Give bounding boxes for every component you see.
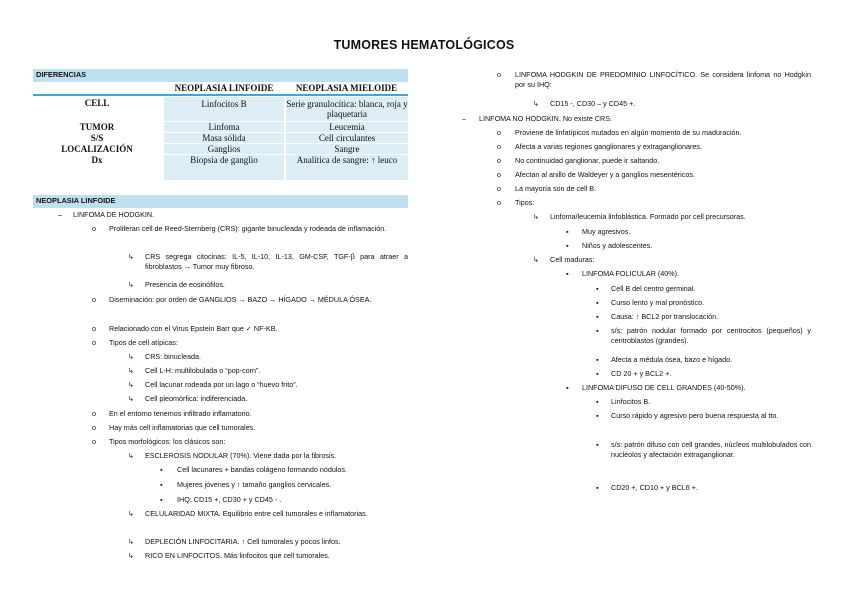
list-item: Diseminación: por orden de GANGLIOS → BAZO → HÍGADO → MÉDULA ÓSEA. — [109, 295, 372, 304]
list-item: Tipos de cell atípicas: — [109, 338, 178, 347]
list-item: IHQ: CD15 +, CD30 + y CD45 - . — [177, 495, 282, 504]
list-item: CELULARIDAD MIXTA. Equilibrio entre cell tumorales e inflamatorias. — [145, 509, 368, 518]
arrow-corner-icon: ↳ — [128, 366, 135, 375]
bullet-circle-icon: o — [92, 224, 96, 233]
bullet-square-icon: ▪ — [566, 227, 569, 236]
non-hodgkin-title: LINFOMA NO HODGKIN. No existe CRS. — [479, 114, 612, 123]
col-header-lymphoid: NEOPLASIA LINFOIDE — [174, 83, 274, 93]
dash-marker: – — [58, 210, 62, 219]
cell-myeloid-cell: Serie granulocítica: blanca, roja y plaquetaria — [286, 99, 408, 119]
list-item: Tipos morfológicos: los clásicos son: — [109, 437, 226, 446]
bullet-square-icon: ▪ — [596, 355, 599, 364]
list-item: Cell B del centro germinal. — [611, 284, 696, 293]
page-title: TUMORES HEMATOLÓGICOS — [333, 38, 515, 52]
bullet-circle-icon: o — [497, 142, 501, 151]
list-item: CD15 -, CD30 – y CD45 +. — [550, 99, 636, 108]
cell-lymphoid-ss: Masa sólida — [164, 133, 284, 143]
arrow-corner-icon: ↳ — [128, 394, 135, 403]
list-item: Afectan al anillo de Waldeyer y a ganglios mesentéricos. — [515, 170, 695, 179]
bullet-square-icon: ▪ — [566, 241, 569, 250]
row-label-dx: Dx — [91, 155, 103, 165]
bullet-circle-icon: o — [92, 338, 96, 347]
list-item: Causa: ↑ BCL2 por translocación. — [611, 312, 719, 321]
list-item: En el entorno tenemos infiltrado inflamatorio. — [109, 409, 252, 418]
bullet-circle-icon: o — [497, 198, 501, 207]
bullet-square-icon: ▪ — [160, 495, 163, 504]
list-item: Cell maduras: — [550, 255, 595, 264]
list-item: s/s: patrón nodular formado por centrocitos (pequeños) y centroblastos (grandes). — [611, 326, 811, 345]
bullet-square-icon: ▪ — [596, 298, 599, 307]
bullet-square-icon: ▪ — [566, 383, 569, 392]
bullet-square-icon: ▪ — [160, 465, 163, 474]
list-item: Mujeres jóvenes y ↑ tamaño ganglios cervicales. — [177, 480, 332, 489]
arrow-corner-icon: ↳ — [128, 509, 135, 518]
bullet-circle-icon: o — [92, 423, 96, 432]
list-item: Curso rápido y agresivo pero buena respuesta al tto. — [611, 411, 779, 420]
list-item: CD 20 + y BCL2 +. — [611, 369, 672, 378]
cell-lymphoid-tumor: Linfoma — [164, 122, 284, 132]
list-item: Cell lacunares + bandas colágeno formando nódulos. — [177, 465, 348, 474]
diff-header: DIFERENCIAS — [33, 69, 408, 82]
cell-lymphoid-dx: Biopsia de ganglio — [164, 155, 284, 180]
list-item: Cell lacunar rodeada por un lago o “huevo frito”. — [145, 380, 298, 389]
arrow-corner-icon: ↳ — [128, 252, 135, 261]
arrow-corner-icon: ↳ — [128, 451, 135, 460]
list-item: Linfocitos B. — [611, 397, 651, 406]
cell-myeloid-dx: Analítica de sangre: ↑ leuco — [286, 155, 408, 180]
arrow-corner-icon: ↳ — [533, 255, 540, 264]
bullet-square-icon: ▪ — [596, 312, 599, 321]
list-item: Tipos: — [515, 198, 535, 207]
row-label-ss: S/S — [90, 133, 104, 143]
bullet-square-icon: ▪ — [596, 369, 599, 378]
section-header-lymphoid: NEOPLASIA LINFOIDE — [33, 195, 408, 208]
list-item: Proviene de linfatípicos mutados en algún momento de su maduración. — [515, 128, 742, 137]
bullet-square-icon: ▪ — [596, 483, 599, 492]
cell-myeloid-tumor: Leucemia — [286, 122, 408, 132]
dash-marker: – — [462, 114, 466, 123]
list-item: LINFOMA HODGKIN DE PREDOMINIO LINFOCÍTICO. Se considera linfoma no Hodgkin por su IHQ: — [515, 70, 811, 89]
cell-myeloid-ss: Cell circulantes — [286, 133, 408, 143]
cell-myeloid-location: Sangre — [286, 144, 408, 154]
bullet-circle-icon: o — [497, 70, 501, 79]
bullet-circle-icon: o — [497, 170, 501, 179]
table-header-rule — [33, 94, 408, 96]
arrow-corner-icon: ↳ — [128, 280, 135, 289]
list-item: No continuidad ganglionar, puede ir saltando. — [515, 156, 660, 165]
list-item: Linfoma/leucemia linfoblástica. Formado por cell precursoras. — [550, 212, 746, 221]
list-item: LINFOMA DIFUSO DE CELL GRANDES (40-50%). — [582, 383, 746, 392]
list-item: Cell L-H: multilobulada o “pop-corn”. — [145, 366, 261, 375]
bullet-square-icon: ▪ — [596, 397, 599, 406]
list-item: Hay más cell inflamatorias que cell tumorales. — [109, 423, 256, 432]
list-item: Muy agresivos. — [582, 227, 631, 236]
list-item: Proliferan cell de Reed-Sternberg (CRS): gigante binucleada y rodeada de inflamación. — [109, 224, 387, 233]
list-item: La mayoría son de cell B. — [515, 184, 597, 193]
list-item: Cell pleomórfica: indiferenciada. — [145, 394, 248, 403]
list-item: Presencia de eosinófilos. — [145, 280, 225, 289]
cell-lymphoid-cell: Linfocitos B — [164, 97, 284, 121]
arrow-corner-icon: ↳ — [533, 99, 540, 108]
bullet-circle-icon: o — [92, 409, 96, 418]
bullet-circle-icon: o — [497, 184, 501, 193]
cell-lymphoid-location: Ganglios — [164, 144, 284, 154]
list-item: ESCLEROSIS NODULAR (70%). Viene dada por la fibrosis. — [145, 451, 337, 460]
col-header-myeloid: NEOPLASIA MIELOIDE — [295, 83, 398, 93]
list-item: RICO EN LINFOCITOS. Más linfocitos que cell tumorales. — [145, 551, 330, 560]
bullet-square-icon: ▪ — [596, 326, 599, 335]
bullet-circle-icon: o — [92, 324, 96, 333]
bullet-circle-icon: o — [92, 437, 96, 446]
arrow-corner-icon: ↳ — [128, 352, 135, 361]
list-item: Niños y adolescentes. — [582, 241, 653, 250]
list-item: s/s: patrón difuso con cell grandes, núcleos multilobulados con nucléolos y afectación extraganglionar. — [611, 440, 811, 459]
bullet-circle-icon: o — [497, 128, 501, 137]
list-item: DEPLECIÓN LINFOCITARIA. ↑ Cell tumorales y pocos linfos. — [145, 537, 341, 546]
list-item: CRS: binucleada. — [145, 352, 201, 361]
row-label-tumor: TUMOR — [79, 122, 115, 132]
bullet-square-icon: ▪ — [596, 284, 599, 293]
arrow-corner-icon: ↳ — [128, 380, 135, 389]
arrow-corner-icon: ↳ — [128, 551, 135, 560]
list-item: CD20 +, CD10 + y BCL6 +. — [611, 483, 698, 492]
list-item: Afecta a varias regiones ganglionares y extraganglionares. — [515, 142, 702, 151]
hodgkin-title: LINFOMA DE HODGKIN. — [73, 210, 155, 219]
row-label-cell: CELL — [84, 98, 110, 108]
row-label-location: LOCALIZACIÓN — [61, 144, 133, 154]
list-item: Curso lento y mal pronóstico. — [611, 298, 705, 307]
bullet-square-icon: ▪ — [596, 411, 599, 420]
arrow-corner-icon: ↳ — [128, 537, 135, 546]
bullet-circle-icon: o — [497, 156, 501, 165]
list-item: Relacionado con el Virus Epstein Barr que ✓ NF-KB. — [109, 324, 278, 333]
bullet-square-icon: ▪ — [596, 440, 599, 449]
list-item: LINFOMA FOLICULAR (40%). — [582, 269, 680, 278]
list-item: Afecta a médula ósea, bazo e hígado. — [611, 355, 733, 364]
arrow-corner-icon: ↳ — [533, 212, 540, 221]
bullet-square-icon: ▪ — [160, 480, 163, 489]
bullet-circle-icon: o — [92, 295, 96, 304]
list-item: CRS segrega citocinas: IL-5, IL-10, IL-13, GM-CSF, TGF-β para atraer a fibroblastos → Tumor muy fibroso. — [145, 252, 408, 271]
bullet-square-icon: ▪ — [566, 269, 569, 278]
